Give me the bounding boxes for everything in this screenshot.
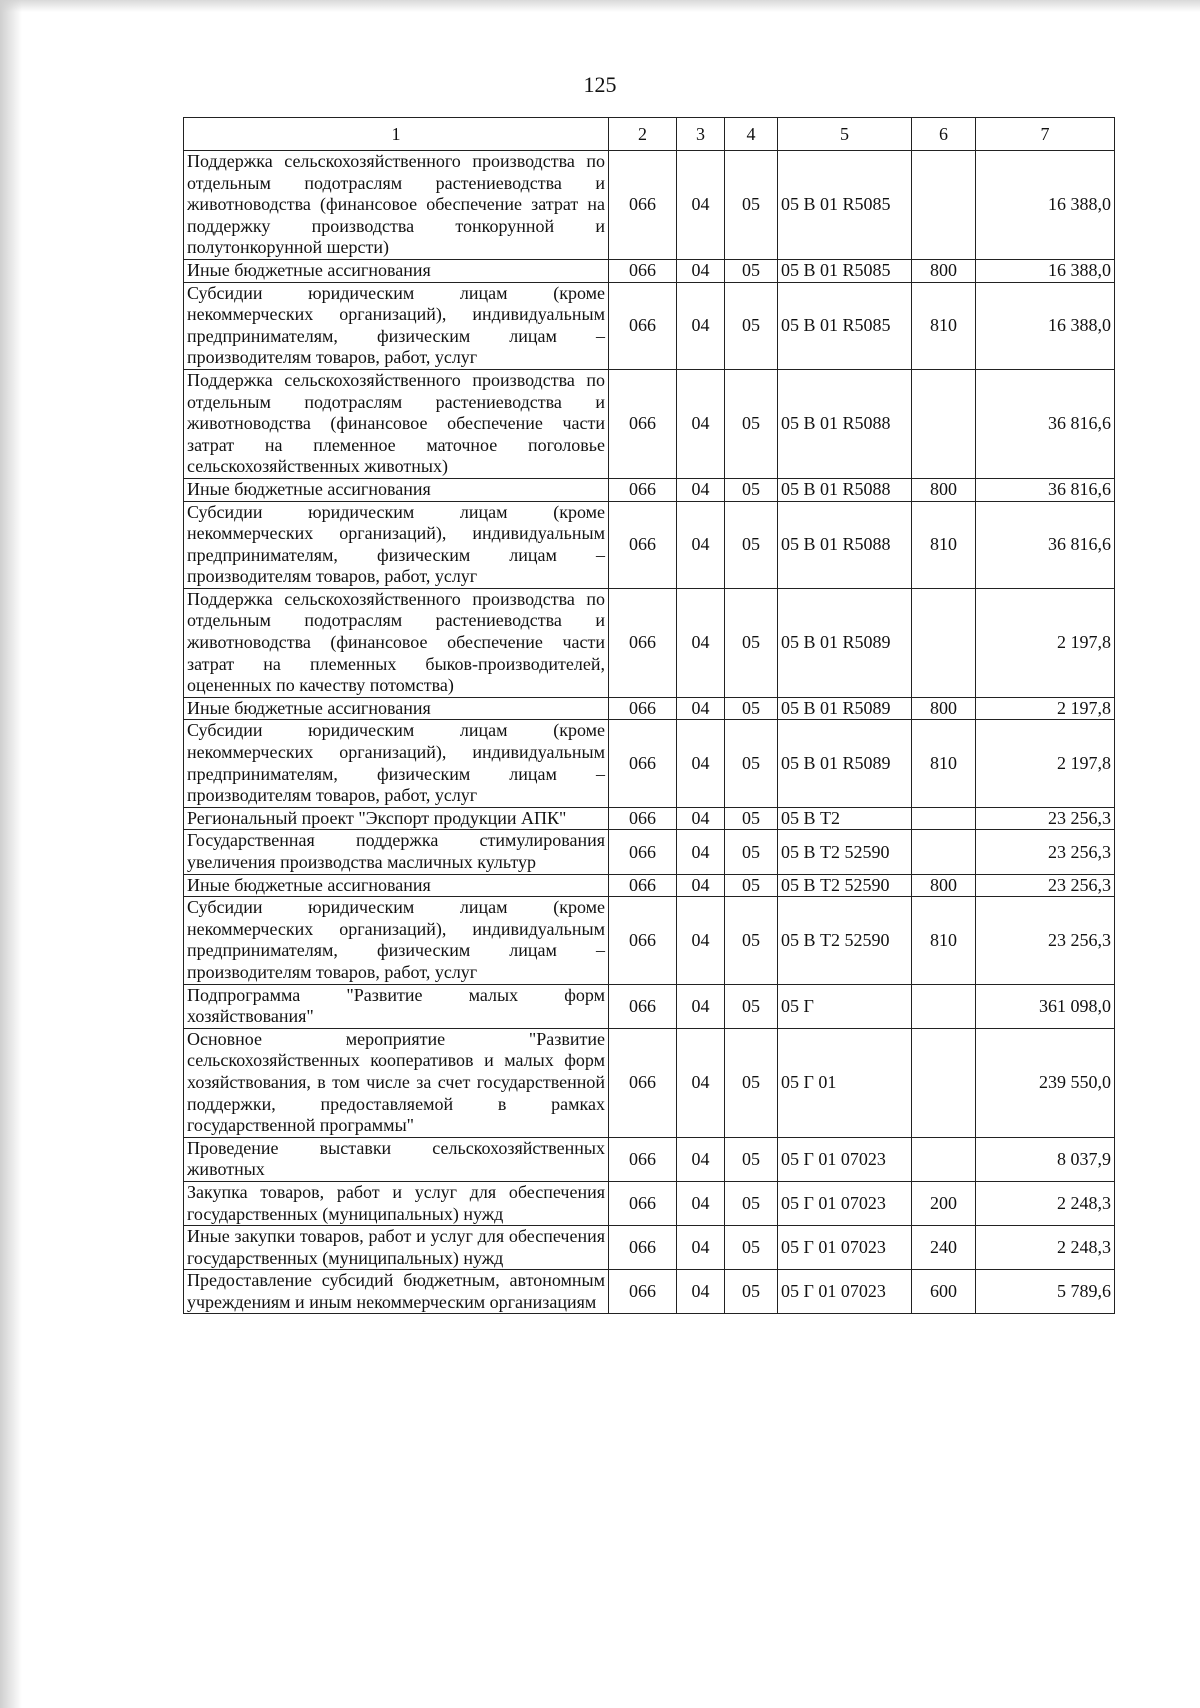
table-row — [184, 874, 1115, 897]
table-row — [184, 984, 1115, 1028]
cell-section: 04 — [677, 984, 725, 1028]
cell-amount: 23 256,3 — [976, 830, 1115, 874]
cell-ministry: 066 — [609, 897, 677, 984]
cell-amount: 36 816,6 — [976, 501, 1115, 588]
cell-amount: 36 816,6 — [976, 369, 1115, 478]
table-row — [184, 807, 1115, 830]
header-cell-type: 6 — [912, 118, 976, 151]
cell-amount: 2 197,8 — [976, 697, 1115, 720]
cell-type: 810 — [912, 720, 976, 807]
table-row — [184, 1270, 1115, 1314]
cell-section: 04 — [677, 478, 725, 501]
cell-amount: 36 816,6 — [976, 478, 1115, 501]
cell-ministry: 066 — [609, 1226, 677, 1270]
table-row — [184, 897, 1115, 984]
cell-target: 05 Г 01 07023 — [778, 1270, 912, 1314]
cell-section: 04 — [677, 501, 725, 588]
cell-ministry: 066 — [609, 369, 677, 478]
cell-subsection: 05 — [725, 1137, 778, 1181]
cell-amount: 16 388,0 — [976, 151, 1115, 260]
cell-subsection: 05 — [725, 151, 778, 260]
header-cell-target: 5 — [778, 118, 912, 151]
cell-section: 04 — [677, 807, 725, 830]
cell-type: 810 — [912, 897, 976, 984]
cell-target: 05 В 01 R5089 — [778, 720, 912, 807]
cell-type: 240 — [912, 1226, 976, 1270]
cell-ministry: 066 — [609, 259, 677, 282]
cell-target: 05 В 01 R5088 — [778, 369, 912, 478]
cell-ministry: 066 — [609, 697, 677, 720]
table-row — [184, 501, 1115, 588]
table-header — [184, 118, 1115, 151]
cell-subsection: 05 — [725, 588, 778, 697]
scan-edge-left — [0, 0, 22, 1708]
table-row — [184, 1181, 1115, 1225]
cell-type — [912, 807, 976, 830]
cell-ministry: 066 — [609, 1137, 677, 1181]
cell-amount: 8 037,9 — [976, 1137, 1115, 1181]
cell-subsection: 05 — [725, 259, 778, 282]
cell-subsection: 05 — [725, 1226, 778, 1270]
cell-name: Предоставление субсидий бюджетным, автономным учреждениям и иным некоммерческим организациям — [184, 1270, 609, 1314]
cell-name: Иные бюджетные ассигнования — [184, 874, 609, 897]
cell-type — [912, 1028, 976, 1137]
cell-target: 05 Г 01 07023 — [778, 1137, 912, 1181]
table-row — [184, 282, 1115, 369]
cell-subsection: 05 — [725, 897, 778, 984]
cell-ministry: 066 — [609, 501, 677, 588]
cell-type: 810 — [912, 501, 976, 588]
cell-target: 05 Г 01 — [778, 1028, 912, 1137]
cell-name: Региональный проект "Экспорт продукции АПК" — [184, 807, 609, 830]
cell-name: Закупка товаров, работ и услуг для обеспечения государственных (муниципальных) нужд — [184, 1181, 609, 1225]
table-row — [184, 588, 1115, 697]
cell-type: 800 — [912, 697, 976, 720]
cell-ministry: 066 — [609, 1270, 677, 1314]
cell-amount: 2 197,8 — [976, 720, 1115, 807]
cell-type: 800 — [912, 259, 976, 282]
cell-subsection: 05 — [725, 807, 778, 830]
header-cell-section: 3 — [677, 118, 725, 151]
cell-target: 05 В Т2 52590 — [778, 830, 912, 874]
cell-section: 04 — [677, 720, 725, 807]
cell-section: 04 — [677, 259, 725, 282]
cell-type — [912, 984, 976, 1028]
cell-subsection: 05 — [725, 984, 778, 1028]
cell-target: 05 Г — [778, 984, 912, 1028]
cell-type: 810 — [912, 282, 976, 369]
cell-name: Субсидии юридическим лицам (кроме некоммерческих организаций), индивидуальным предпринимателям, физическим лицам – производителям товаров, работ, услуг — [184, 282, 609, 369]
cell-type — [912, 588, 976, 697]
table-row — [184, 1028, 1115, 1137]
cell-target: 05 В 01 R5085 — [778, 282, 912, 369]
cell-section: 04 — [677, 1028, 725, 1137]
table-row — [184, 478, 1115, 501]
cell-name: Иные бюджетные ассигнования — [184, 697, 609, 720]
cell-ministry: 066 — [609, 588, 677, 697]
cell-name: Поддержка сельскохозяйственного производства по отдельным подотраслям растениеводства и животноводства (финансовое обеспечение части затрат на племенное маточное поголовье сельскохозяйственных животных) — [184, 369, 609, 478]
cell-name: Поддержка сельскохозяйственного производства по отдельным подотраслям растениеводства и животноводства (финансовое обеспечение затрат на поддержку производства тонкорунной и полутонкорунной шерсти) — [184, 151, 609, 260]
cell-section: 04 — [677, 897, 725, 984]
header-cell-subsection: 4 — [725, 118, 778, 151]
cell-subsection: 05 — [725, 478, 778, 501]
cell-subsection: 05 — [725, 697, 778, 720]
cell-target: 05 В Т2 52590 — [778, 897, 912, 984]
cell-subsection: 05 — [725, 369, 778, 478]
cell-type: 800 — [912, 478, 976, 501]
cell-section: 04 — [677, 282, 725, 369]
table-row — [184, 369, 1115, 478]
cell-target: 05 В 01 R5085 — [778, 151, 912, 260]
cell-name: Иные бюджетные ассигнования — [184, 259, 609, 282]
cell-target: 05 В Т2 52590 — [778, 874, 912, 897]
cell-type — [912, 830, 976, 874]
cell-subsection: 05 — [725, 282, 778, 369]
cell-ministry: 066 — [609, 1181, 677, 1225]
cell-amount: 361 098,0 — [976, 984, 1115, 1028]
cell-section: 04 — [677, 588, 725, 697]
cell-ministry: 066 — [609, 807, 677, 830]
table-body — [184, 151, 1115, 1314]
budget-table — [183, 117, 1115, 1314]
cell-type: 800 — [912, 874, 976, 897]
header-cell-name: 1 — [184, 118, 609, 151]
table-row — [184, 1226, 1115, 1270]
cell-ministry: 066 — [609, 151, 677, 260]
cell-subsection: 05 — [725, 1270, 778, 1314]
cell-section: 04 — [677, 1226, 725, 1270]
cell-section: 04 — [677, 369, 725, 478]
cell-amount: 16 388,0 — [976, 259, 1115, 282]
scan-edge-top — [0, 0, 1200, 12]
cell-name: Иные бюджетные ассигнования — [184, 478, 609, 501]
cell-target: 05 В 01 R5089 — [778, 588, 912, 697]
cell-name: Иные закупки товаров, работ и услуг для обеспечения государственных (муниципальных) нужд — [184, 1226, 609, 1270]
cell-section: 04 — [677, 1181, 725, 1225]
cell-amount: 23 256,3 — [976, 874, 1115, 897]
cell-type — [912, 369, 976, 478]
cell-name: Поддержка сельскохозяйственного производства по отдельным подотраслям растениеводства и животноводства (финансовое обеспечение части затрат на племенных быков-производителей, оцененных по качеству потомства) — [184, 588, 609, 697]
table-row — [184, 259, 1115, 282]
cell-amount: 2 248,3 — [976, 1181, 1115, 1225]
cell-name: Субсидии юридическим лицам (кроме некоммерческих организаций), индивидуальным предпринимателям, физическим лицам – производителям товаров, работ, услуг — [184, 897, 609, 984]
cell-name: Субсидии юридическим лицам (кроме некоммерческих организаций), индивидуальным предпринимателям, физическим лицам – производителям товаров, работ, услуг — [184, 720, 609, 807]
cell-type: 600 — [912, 1270, 976, 1314]
cell-type: 200 — [912, 1181, 976, 1225]
table-row — [184, 1137, 1115, 1181]
cell-amount: 23 256,3 — [976, 807, 1115, 830]
cell-amount: 239 550,0 — [976, 1028, 1115, 1137]
cell-subsection: 05 — [725, 1181, 778, 1225]
cell-section: 04 — [677, 874, 725, 897]
cell-section: 04 — [677, 1137, 725, 1181]
cell-target: 05 Г 01 07023 — [778, 1181, 912, 1225]
cell-name: Подпрограмма "Развитие малых форм хозяйствования" — [184, 984, 609, 1028]
cell-name: Субсидии юридическим лицам (кроме некоммерческих организаций), индивидуальным предпринимателям, физическим лицам – производителям товаров, работ, услуг — [184, 501, 609, 588]
cell-target: 05 В 01 R5088 — [778, 478, 912, 501]
cell-section: 04 — [677, 151, 725, 260]
cell-name: Государственная поддержка стимулирования увеличения производства масличных культур — [184, 830, 609, 874]
header-row — [184, 118, 1115, 151]
cell-target: 05 Г 01 07023 — [778, 1226, 912, 1270]
cell-section: 04 — [677, 697, 725, 720]
cell-target: 05 В 01 R5089 — [778, 697, 912, 720]
cell-name: Основное мероприятие "Развитие сельскохозяйственных кооперативов и малых форм хозяйствования, в том числе за счет государственной поддержки, предоставляемой в рамках государственной программы" — [184, 1028, 609, 1137]
cell-ministry: 066 — [609, 282, 677, 369]
cell-type — [912, 1137, 976, 1181]
cell-amount: 2 197,8 — [976, 588, 1115, 697]
cell-amount: 16 388,0 — [976, 282, 1115, 369]
table-row — [184, 720, 1115, 807]
table-row — [184, 830, 1115, 874]
cell-target: 05 В 01 R5088 — [778, 501, 912, 588]
cell-ministry: 066 — [609, 478, 677, 501]
cell-ministry: 066 — [609, 1028, 677, 1137]
cell-subsection: 05 — [725, 1028, 778, 1137]
cell-ministry: 066 — [609, 830, 677, 874]
cell-amount: 23 256,3 — [976, 897, 1115, 984]
cell-ministry: 066 — [609, 720, 677, 807]
cell-amount: 2 248,3 — [976, 1226, 1115, 1270]
cell-type — [912, 151, 976, 260]
header-cell-amount: 7 — [976, 118, 1115, 151]
page-number: 125 — [583, 72, 617, 97]
cell-section: 04 — [677, 1270, 725, 1314]
header-cell-ministry: 2 — [609, 118, 677, 151]
cell-target: 05 В Т2 — [778, 807, 912, 830]
cell-subsection: 05 — [725, 720, 778, 807]
table-row — [184, 697, 1115, 720]
cell-subsection: 05 — [725, 501, 778, 588]
table-row — [184, 151, 1115, 260]
cell-subsection: 05 — [725, 830, 778, 874]
cell-subsection: 05 — [725, 874, 778, 897]
cell-section: 04 — [677, 830, 725, 874]
cell-target: 05 В 01 R5085 — [778, 259, 912, 282]
cell-name: Проведение выставки сельскохозяйственных животных — [184, 1137, 609, 1181]
cell-amount: 5 789,6 — [976, 1270, 1115, 1314]
cell-ministry: 066 — [609, 874, 677, 897]
cell-ministry: 066 — [609, 984, 677, 1028]
